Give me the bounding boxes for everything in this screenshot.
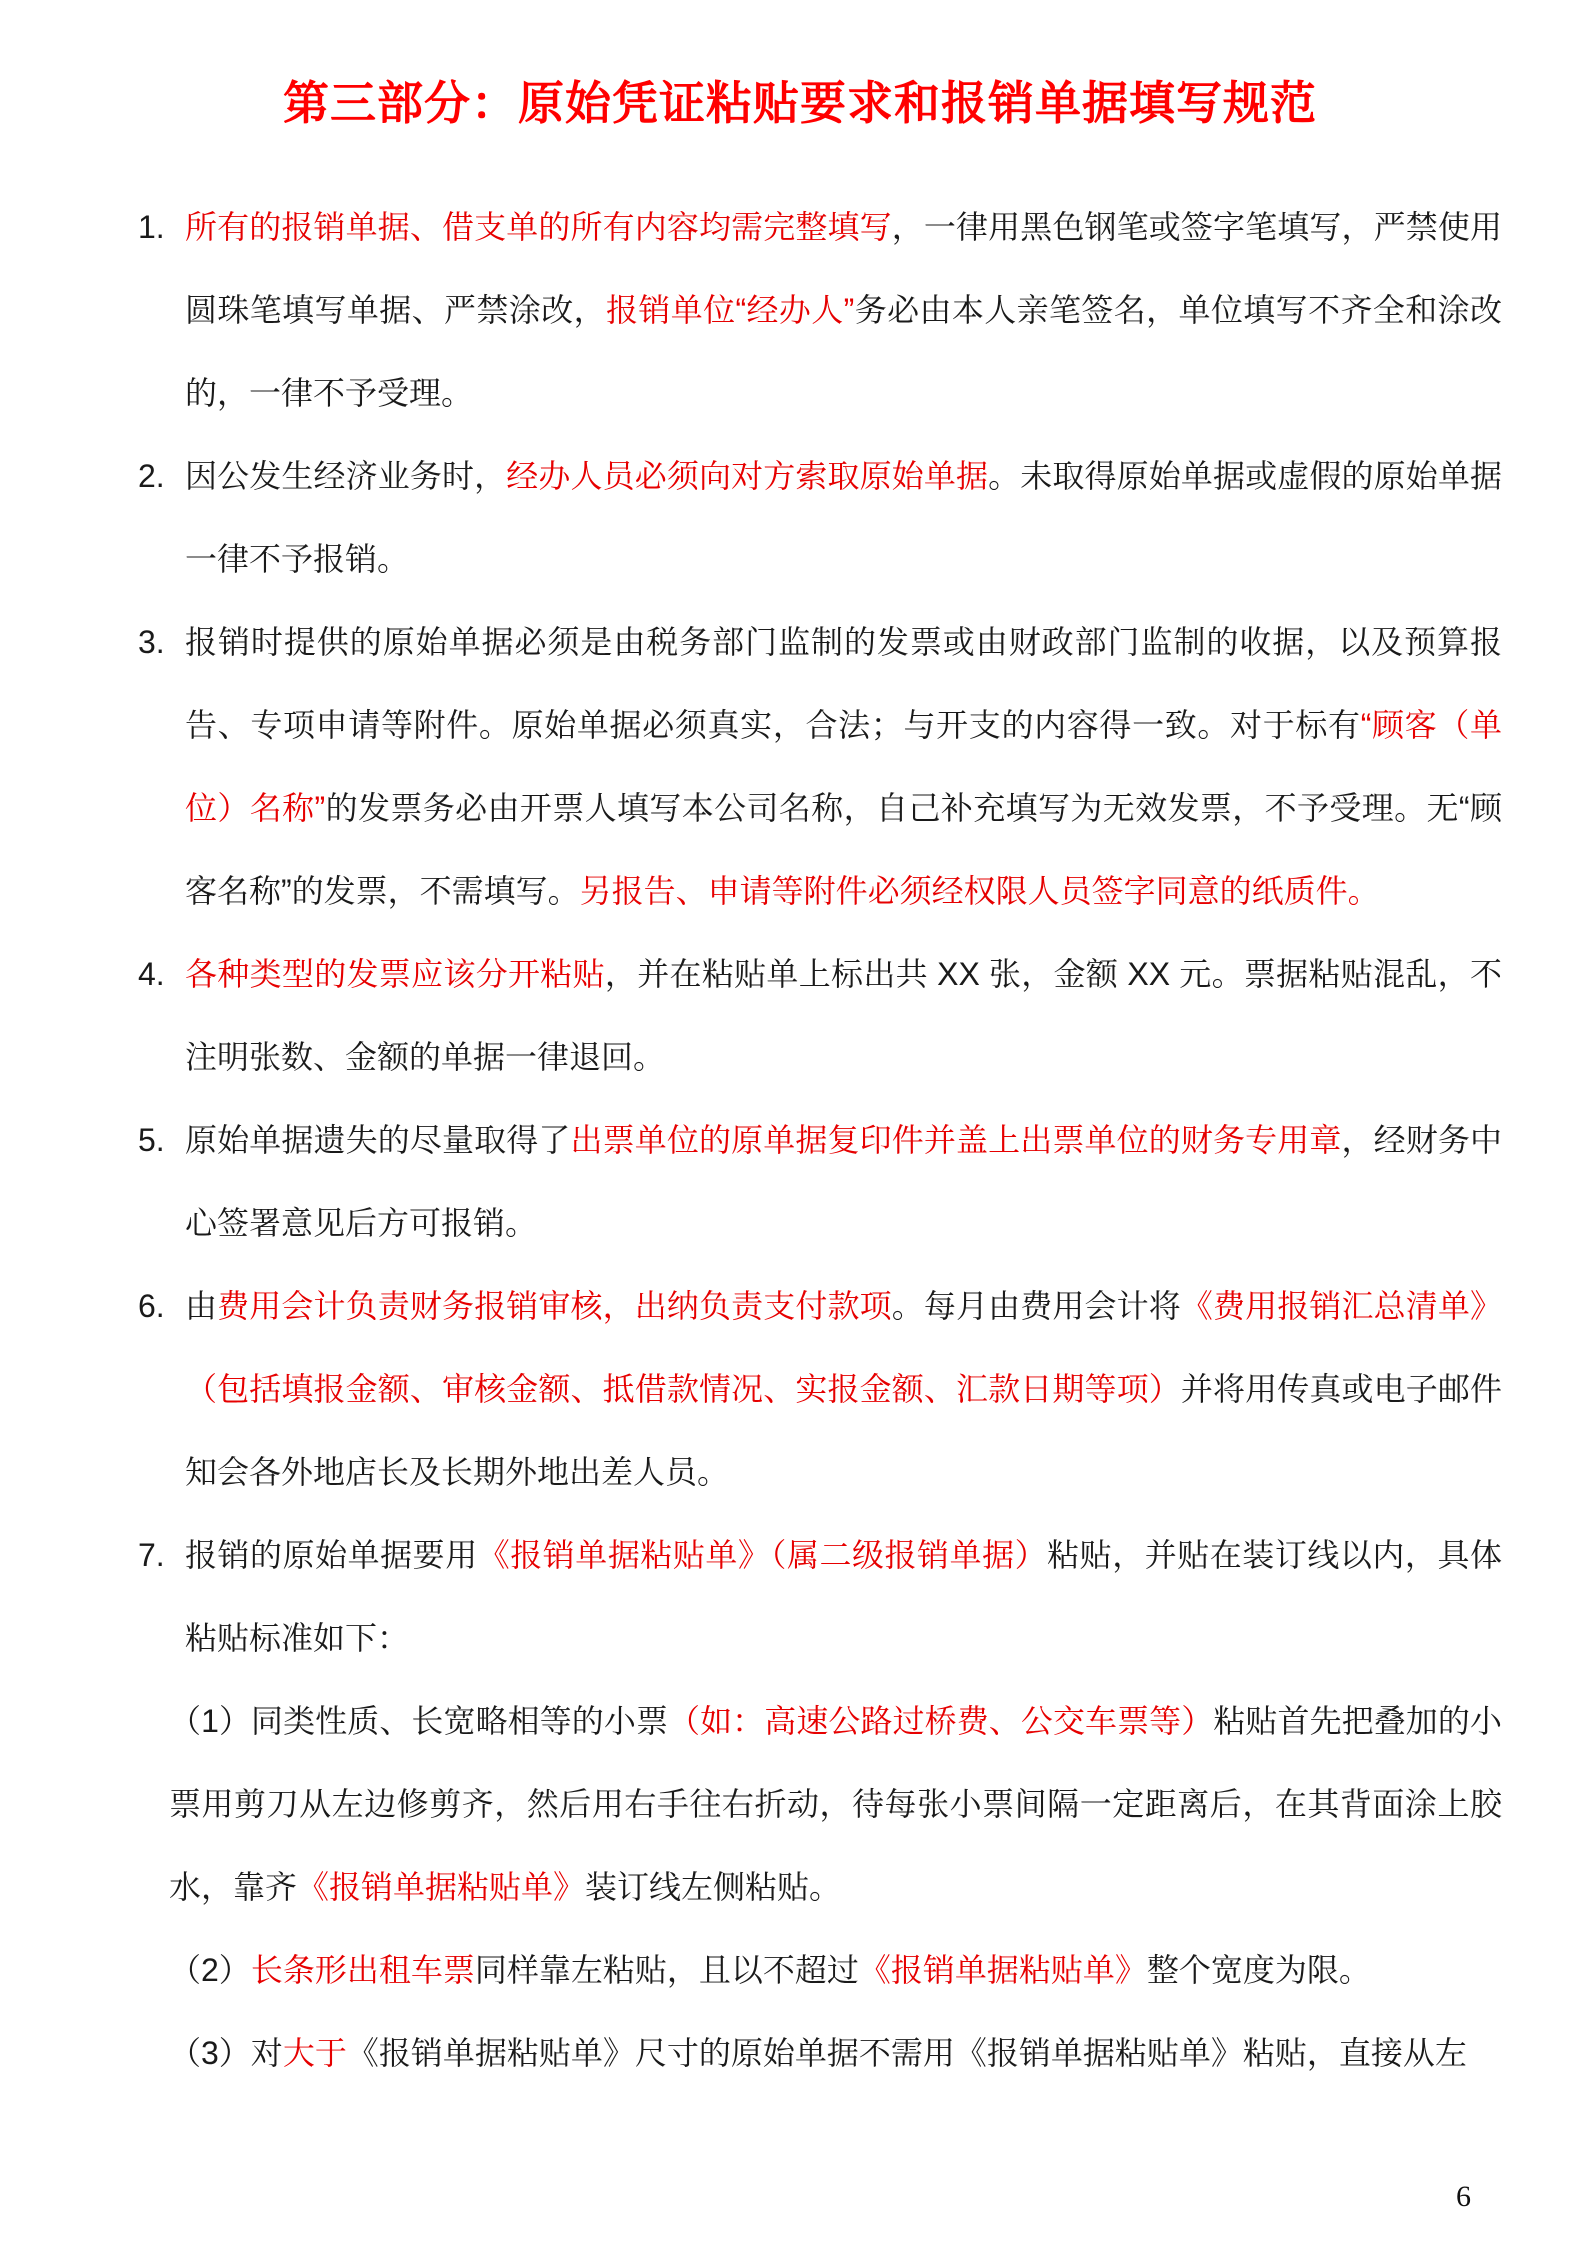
sub-item (169, 2012, 1502, 2095)
list-item (138, 186, 1502, 435)
body-text: ，并在粘贴单上标出共 XX 张，金额 XX 元。票据粘贴混乱，不注明张数、金额的单据一律退回。 (185, 956, 1502, 1075)
list-item (138, 933, 1502, 1099)
highlighted-text: （如：高速公路过桥费、公交车票等） (668, 1703, 1214, 1739)
highlighted-text: 《报销单据粘贴单》（属二级报销单据） (477, 1537, 1048, 1573)
body-text: 粘贴，并贴在装订线以内，具体粘贴标准如下： (185, 1537, 1502, 1656)
body-text: 并将用传真或电子邮件知会各外地店长及长期外地出差人员。 (185, 1371, 1502, 1490)
document-body (138, 186, 1502, 2095)
highlighted-text: 大于 (282, 2035, 347, 2071)
body-text: 报销的原始单据要用 (185, 1537, 478, 1573)
highlighted-text: 出票单位的原单据复印件并盖上出票单位的财务专用章 (570, 1122, 1342, 1158)
highlighted-text: 所有的报销单据、借支单的所有内容均需完整填写 (185, 209, 892, 245)
body-text: 装订线左侧粘贴。 (585, 1869, 842, 1905)
highlighted-text: 另报告、申请等附件必须经权限人员签字同意的纸质件。 (579, 873, 1380, 909)
body-text: （2） (169, 1952, 251, 1988)
body-text: 由 (185, 1288, 218, 1324)
body-text: 因公发生经济业务时， (185, 458, 507, 494)
sub-item (169, 1929, 1502, 2012)
highlighted-text: 报销单位“经办人” (605, 292, 855, 328)
highlighted-text: 经办人员必须向对方索取原始单据 (506, 458, 989, 494)
body-text: 。每月由费用会计将 (891, 1288, 1181, 1324)
list-item (138, 435, 1502, 601)
highlighted-text: 各种类型的发票应该分开粘贴 (185, 956, 605, 992)
item-number: 7. (138, 1537, 165, 1573)
body-text: 的发票务必由开票人填写本公司名称，自己补充填写为无效发票，不予受理。无“顾客名称”的发票，不需填写。 (185, 790, 1502, 909)
body-text: 整个宽度为限。 (1146, 1952, 1371, 1988)
highlighted-text: 费用会计负责财务报销审核，出纳负责支付款项 (217, 1288, 892, 1324)
body-text: （3）对 (169, 2035, 283, 2071)
page-title: 第三部分：原始凭证粘贴要求和报销单据填写规范 (283, 77, 1317, 129)
body-text: （1）同类性质、长宽略相等的小票 (169, 1703, 669, 1739)
item-number: 3. (138, 624, 165, 660)
highlighted-text: 《费用报销汇总清单》（包括填报金额、审核金额、抵借款情况、实报金额、汇款日期等项） (185, 1288, 1502, 1407)
body-text: 《报销单据粘贴单》尺寸的原始单据不需用《报销单据粘贴单》粘贴，直接从左 (346, 2035, 1467, 2071)
sub-item (169, 1680, 1502, 1929)
list-item (138, 1265, 1502, 1514)
body-text: 报销时提供的原始单据必须是由税务部门监制的发票或由财政部门监制的收据，以及预算报告、专项申请等附件。原始单据必须真实，合法；与开支的内容得一致。对于标有 (185, 624, 1502, 743)
body-text: ，经财务中心签署意见后方可报销。 (185, 1122, 1502, 1241)
highlighted-text: 《报销单据粘贴单》 (858, 1952, 1147, 1988)
item-number: 4. (138, 956, 165, 992)
body-text: 务必由本人亲笔签名，单位填写不齐全和涂改的，一律不予受理。 (185, 292, 1502, 411)
body-text: ，一律用黑色钢笔或签字笔填写，严禁使用圆珠笔填写单据、严禁涂改， (185, 209, 1502, 328)
body-text: 同样靠左粘贴，且以不超过 (474, 1952, 859, 1988)
highlighted-text: 长条形出租车票 (250, 1952, 475, 1988)
item-number: 1. (138, 209, 165, 245)
list-item (138, 1099, 1502, 1265)
list-item (138, 1514, 1502, 1680)
item-number: 2. (138, 458, 165, 494)
body-text: 。未取得原始单据或虚假的原始单据一律不予报销。 (185, 458, 1502, 577)
highlighted-text: “顾客（单位）名称” (185, 707, 1502, 826)
list-item (138, 601, 1502, 933)
body-text: 粘贴首先把叠加的小票用剪刀从左边修剪齐，然后用右手往右折动，待每张小票间隔一定距离后，在其背面涂上胶水，靠齐 (169, 1703, 1502, 1905)
page-number: 6 (1456, 2180, 1471, 2213)
item-number: 5. (138, 1122, 165, 1158)
item-number: 6. (138, 1288, 165, 1324)
highlighted-text: 《报销单据粘贴单》 (297, 1869, 586, 1905)
body-text: 原始单据遗失的尽量取得了 (185, 1122, 571, 1158)
